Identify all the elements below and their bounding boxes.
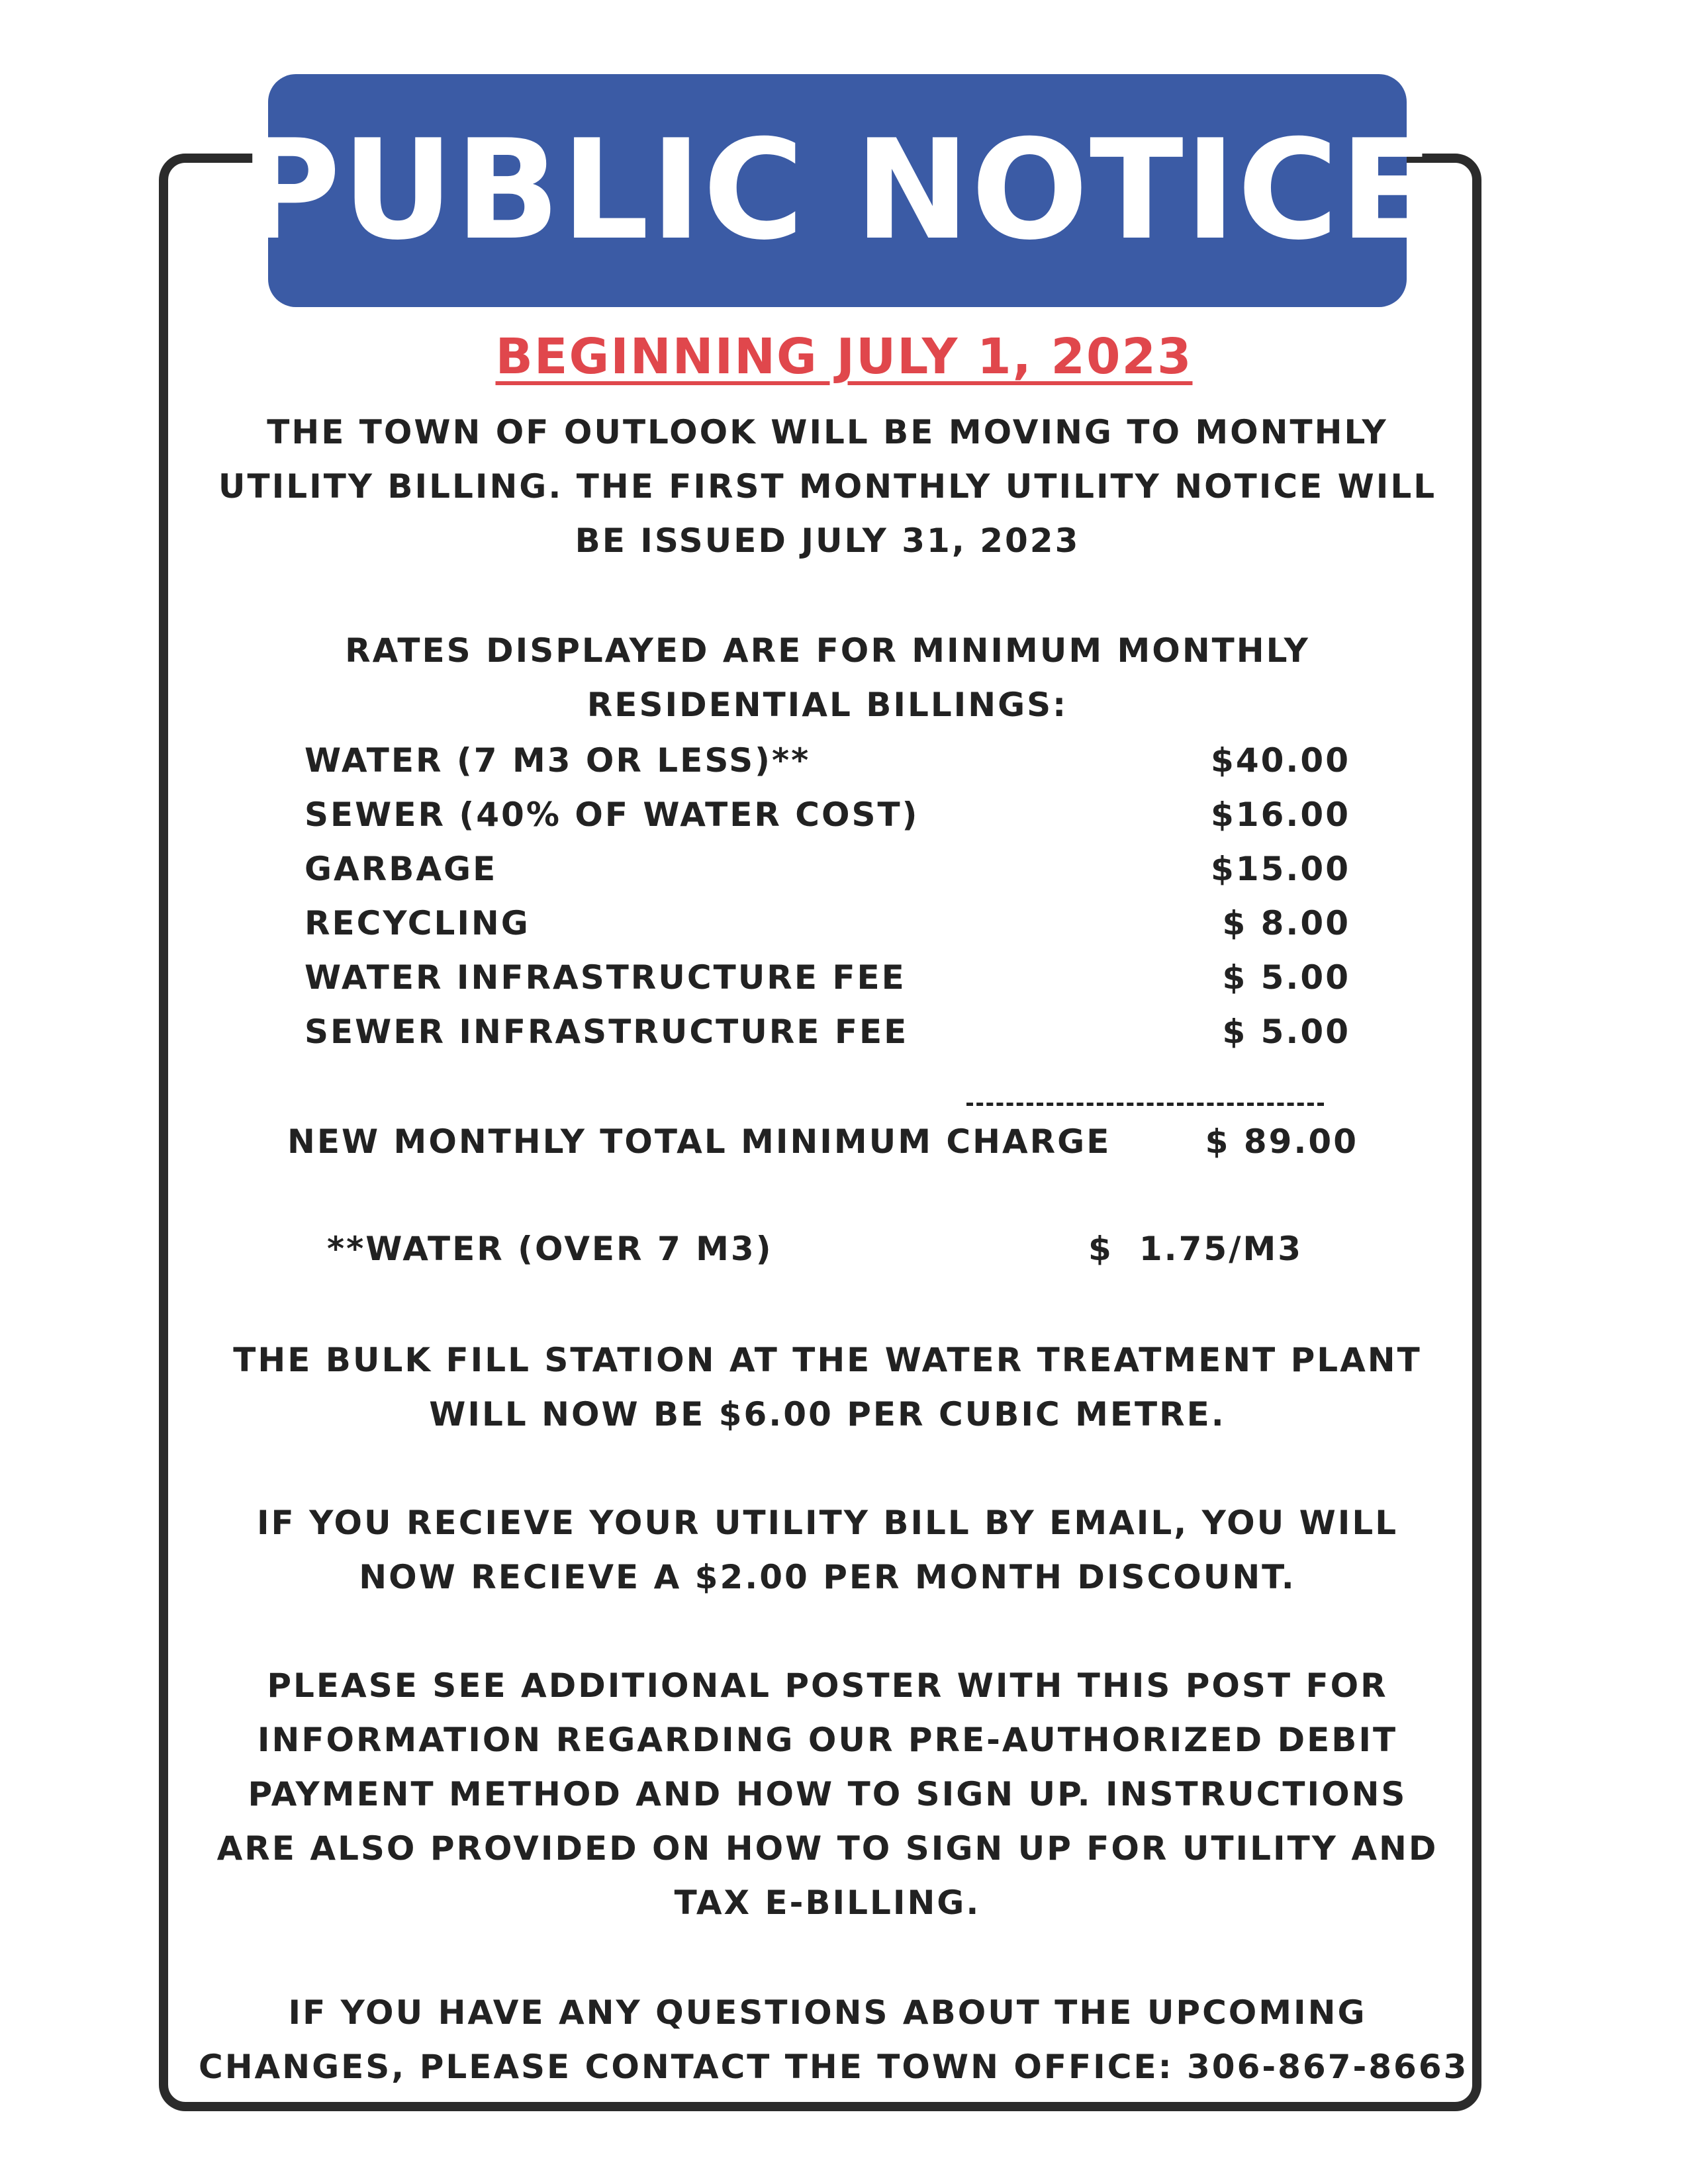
rate-amount: $ 5.00: [1222, 958, 1350, 997]
banner-title: PUBLIC NOTICE: [240, 111, 1435, 271]
rate-row-sewer-infrastructure: [305, 1009, 1350, 1055]
overage-currency: $: [1088, 1230, 1113, 1268]
rate-row-water-infrastructure: [305, 954, 1350, 1001]
rate-label: WATER INFRASTRUCTURE FEE: [305, 958, 906, 997]
intro-line: UTILITY BILLING. THE FIRST MONTHLY UTILITY NOTICE WILL: [218, 467, 1437, 506]
bulk-fill-paragraph: [199, 1333, 1456, 1441]
rate-amount: $ 8.00: [1222, 904, 1350, 942]
total-row: [287, 1118, 1358, 1165]
bulk-fill-line: WILL NOW BE $6.00 PER CUBIC METRE.: [429, 1395, 1226, 1433]
additional-info-line: PLEASE SEE ADDITIONAL POSTER WITH THIS POST FOR: [267, 1666, 1388, 1705]
email-discount-line: NOW RECIEVE A $2.00 PER MONTH DISCOUNT.: [359, 1558, 1296, 1596]
additional-info-line: ARE ALSO PROVIDED ON HOW TO SIGN UP FOR UTILITY AND: [216, 1829, 1438, 1868]
rates-heading-line: RATES DISPLAYED ARE FOR MINIMUM MONTHLY: [345, 631, 1310, 670]
bulk-fill-line: THE BULK FILL STATION AT THE WATER TREATMENT PLANT: [233, 1341, 1422, 1379]
intro-line: BE ISSUED JULY 31, 2023: [575, 522, 1080, 560]
water-overage-row: [327, 1226, 1303, 1272]
rate-amount: $ 5.00: [1222, 1013, 1350, 1051]
total-amount: $ 89.00: [1205, 1122, 1358, 1161]
total-label: NEW MONTHLY TOTAL MINIMUM CHARGE: [287, 1122, 1111, 1161]
rate-row-recycling: [305, 900, 1350, 946]
overage-label: **WATER (OVER 7 M3): [327, 1230, 773, 1268]
public-notice-banner: [240, 74, 1435, 307]
subtotal-divider: [966, 1103, 1324, 1106]
rate-amount: $40.00: [1211, 741, 1350, 780]
intro-paragraph: [199, 405, 1456, 568]
additional-info-line: TAX E-BILLING.: [674, 1884, 981, 1922]
rate-amount: $15.00: [1211, 850, 1350, 888]
rate-label: GARBAGE: [305, 850, 498, 888]
rate-amount: $16.00: [1211, 796, 1350, 834]
rate-row-garbage: [305, 846, 1350, 892]
rate-label: RECYCLING: [305, 904, 530, 942]
rate-row-water: [305, 737, 1350, 784]
email-discount-paragraph: [199, 1496, 1456, 1604]
rate-row-sewer: [305, 792, 1350, 838]
rate-label: WATER (7 M3 OR LESS)**: [305, 741, 811, 780]
intro-line: THE TOWN OF OUTLOOK WILL BE MOVING TO MONTHLY: [267, 413, 1388, 451]
effective-date-heading: BEGINNING JULY 1, 2023: [495, 328, 1193, 385]
contact-line: CHANGES, PLEASE CONTACT THE TOWN OFFICE: 306-867-8663: [199, 2048, 1469, 2086]
additional-info-line: PAYMENT METHOD AND HOW TO SIGN UP. INSTRUCTIONS: [248, 1775, 1407, 1813]
additional-info-line: INFORMATION REGARDING OUR PRE-AUTHORIZED DEBIT: [257, 1721, 1398, 1759]
contact-paragraph: [199, 1985, 1469, 2094]
email-discount-line: IF YOU RECIEVE YOUR UTILITY BILL BY EMAIL, YOU WILL: [256, 1504, 1399, 1542]
overage-rate: 1.75/M3: [1139, 1230, 1303, 1268]
rate-label: SEWER (40% OF WATER COST): [305, 796, 919, 834]
rates-heading-line: RESIDENTIAL BILLINGS:: [586, 686, 1068, 724]
rate-label: SEWER INFRASTRUCTURE FEE: [305, 1013, 909, 1051]
additional-info-paragraph: [199, 1659, 1456, 1930]
rates-heading: [199, 623, 1456, 732]
contact-line: IF YOU HAVE ANY QUESTIONS ABOUT THE UPCOMING: [288, 1993, 1367, 2032]
